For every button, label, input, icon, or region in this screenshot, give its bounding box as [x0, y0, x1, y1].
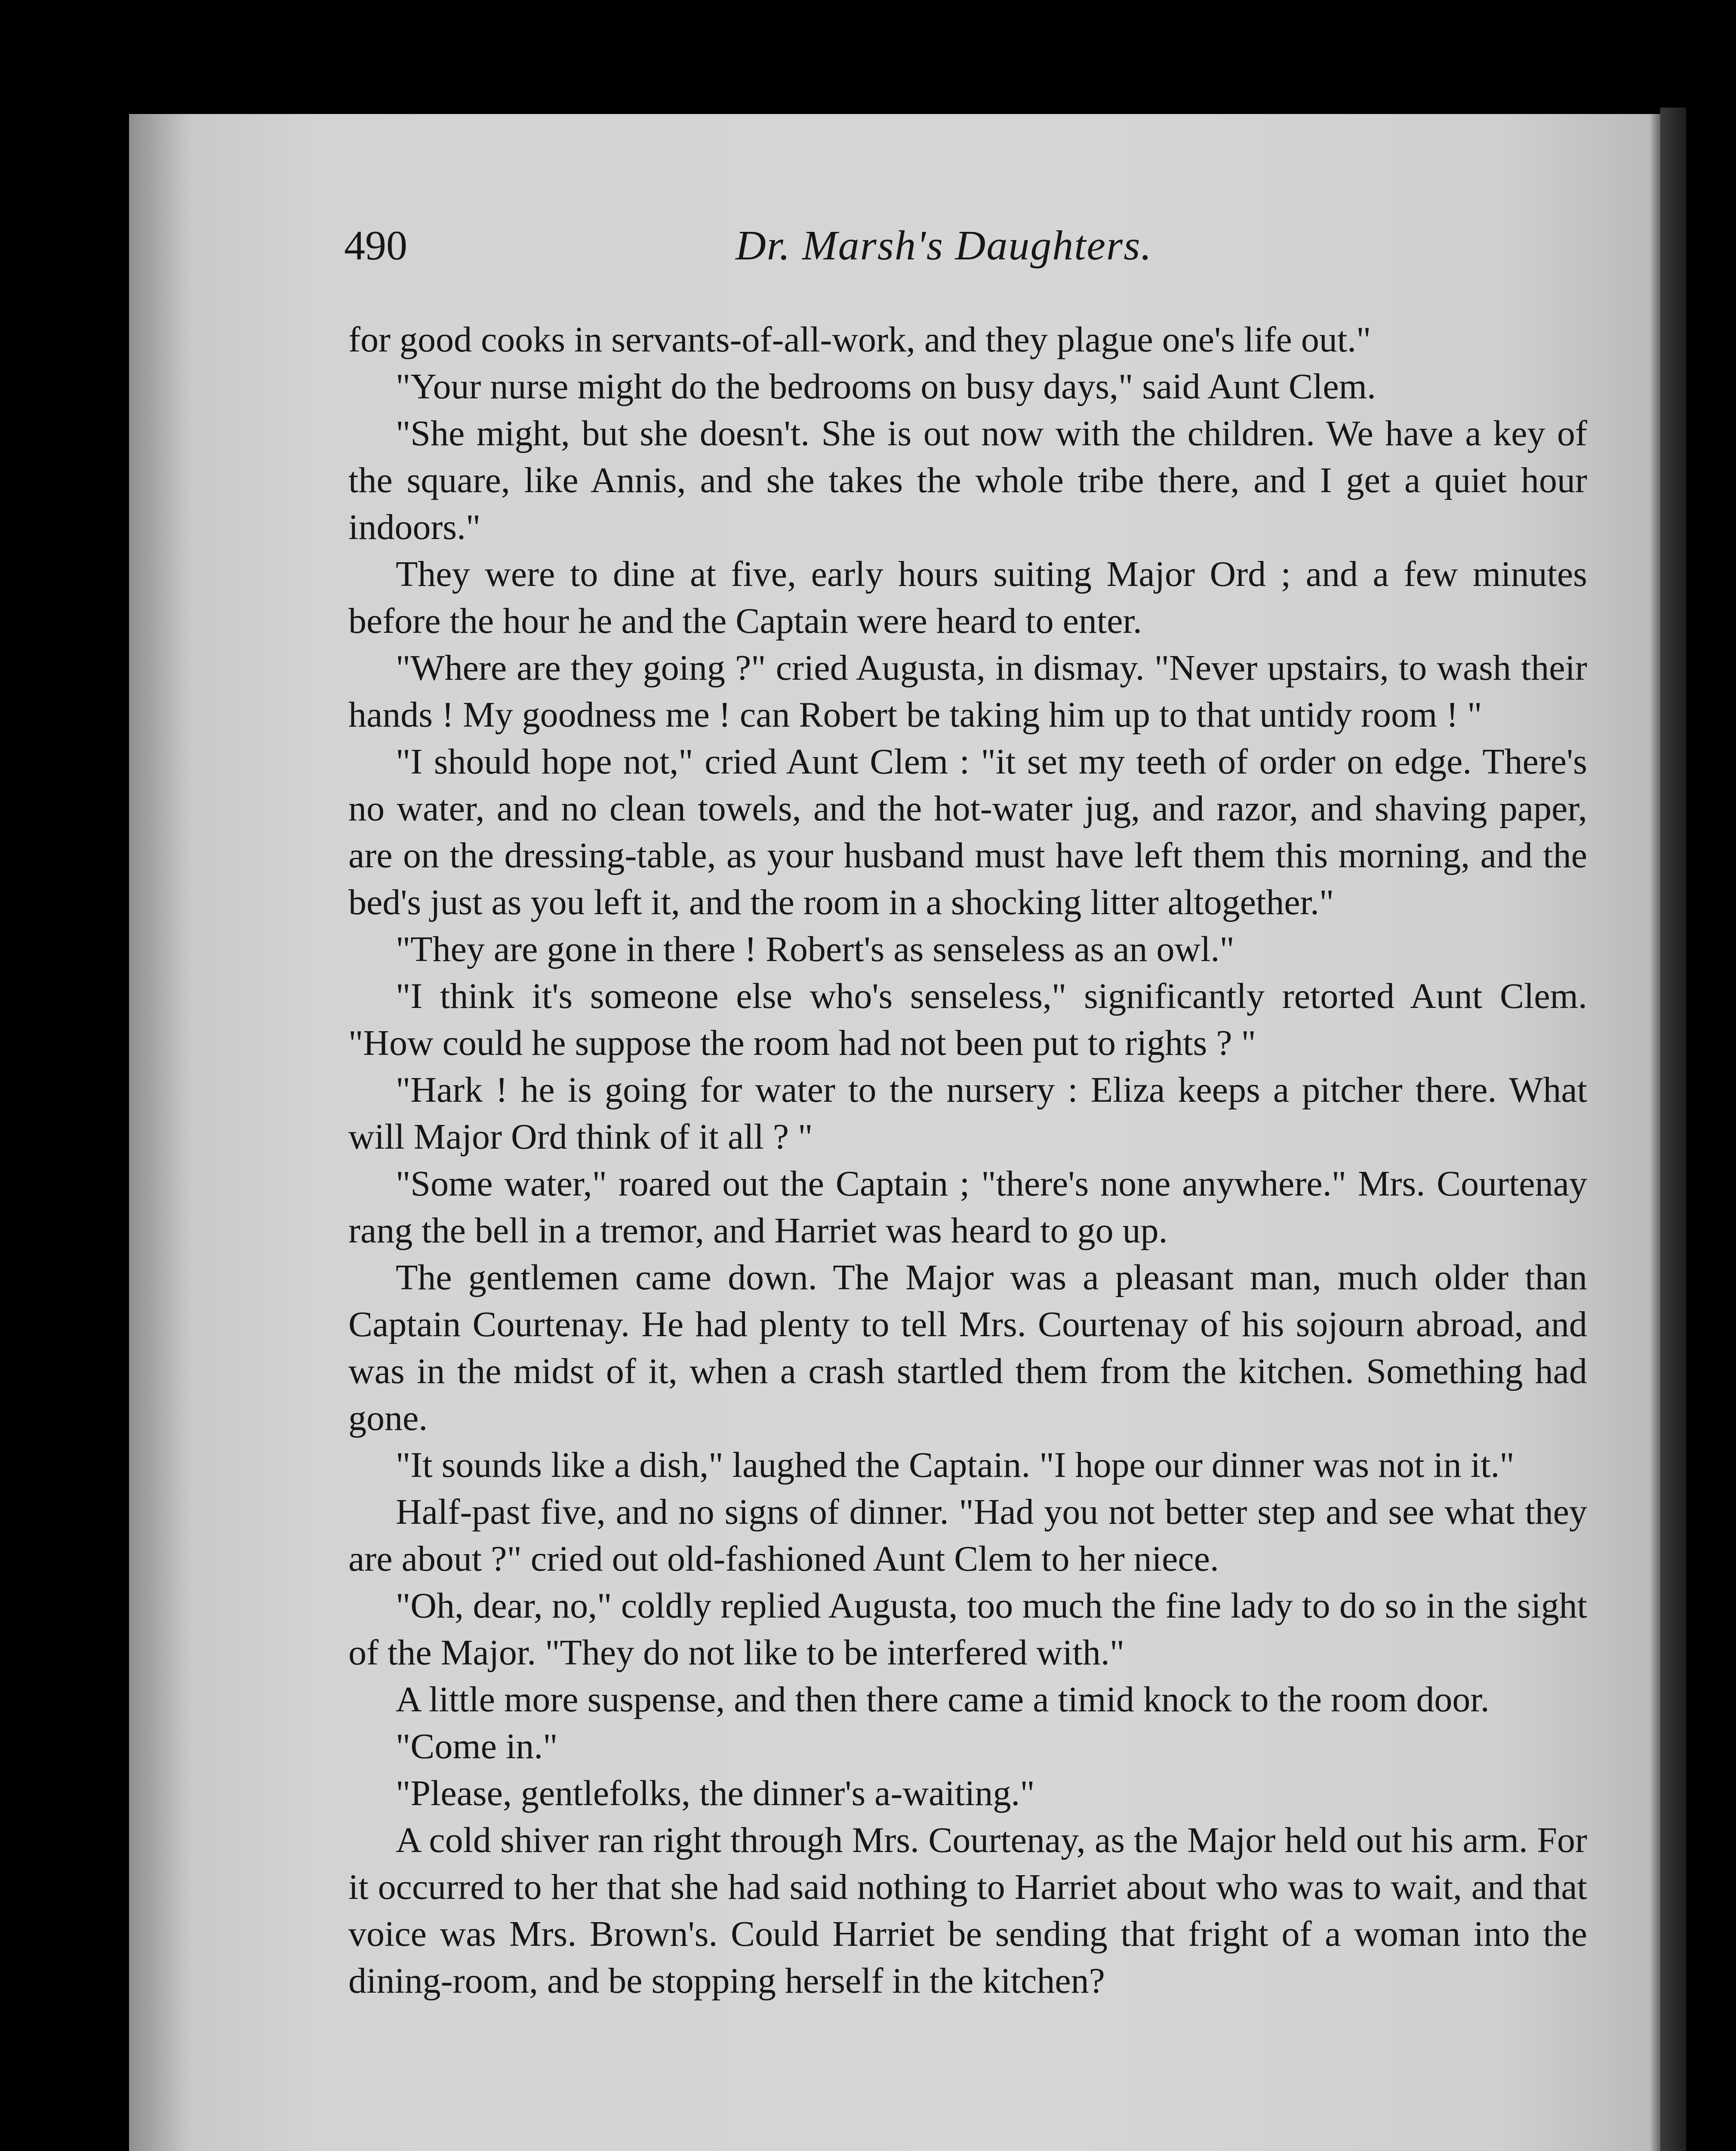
paragraph: "Hark ! he is going for water to the nursery : Eliza keeps a pitcher there. What will Major Ord think of it all ? " — [348, 1070, 1587, 1157]
paragraph: A little more suspense, and then there came a timid knock to the room door. — [396, 1680, 1490, 1720]
paragraph: for good cooks in servants-of-all-work, and they plague one's life out." — [348, 320, 1371, 360]
spine-shadow — [1650, 108, 1660, 2151]
page-header — [344, 222, 1591, 282]
paragraph: "She might, but she doesn't. She is out now with the children. We have a key of the square, like Annis, and she takes the whole tribe there, and I get a quiet hour indoors." — [348, 413, 1587, 547]
paragraph: "They are gone in there ! Robert's as senseless as an owl." — [396, 929, 1234, 969]
paragraph: They were to dine at five, early hours suiting Major Ord ; and a few minutes before the hour he and the Captain were heard to enter. — [348, 554, 1587, 641]
running-title: Dr. Marsh's Daughters. — [736, 222, 1152, 269]
paragraph: "Come in." — [396, 1726, 558, 1766]
page-number: 490 — [344, 222, 407, 269]
paragraph: "Some water," roared out the Captain ; "there's none anywhere." Mrs. Courtenay rang the bell in a tremor, and Harriet was heard to go up. — [348, 1164, 1587, 1251]
book-spine — [1660, 108, 1686, 2151]
paragraph: A cold shiver ran right through Mrs. Courtenay, as the Major held out his arm. For it occurred to her that she had said nothing to Harriet about who was to wait, and that voice was Mrs. Brown's. Could Harriet be sending that fright of a woman into the dining-room, and be stopping herself in the kitchen? — [348, 1820, 1587, 2001]
paragraph: "Oh, dear, no," coldly replied Augusta, too much the fine lady to do so in the sight of the Major. "They do not like to be interfered with." — [348, 1586, 1587, 1673]
paragraph: "It sounds like a dish," laughed the Captain. "I hope our dinner was not in it." — [396, 1445, 1514, 1485]
paragraph: "Where are they going ?" cried Augusta, in dismay. "Never upstairs, to wash their hands ! My goodness me ! can Robert be taking him up to that untidy room ! " — [348, 648, 1587, 735]
paragraph: The gentlemen came down. The Major was a pleasant man, much older than Captain Courtenay. He had plenty to tell Mrs. Courtenay of his sojourn abroad, and was in the midst of it, when a crash startled them from the kitchen. Something had gone. — [348, 1257, 1587, 1438]
paragraph: Half-past five, and no signs of dinner. "Had you not better step and see what they are about ?" cried out old-fashioned Aunt Clem to her niece. — [348, 1492, 1587, 1579]
paragraph: "I think it's someone else who's senseless," significantly retorted Aunt Clem. "How could he suppose the room had not been put to rights ? " — [348, 976, 1587, 1063]
paragraph: "Please, gentlefolks, the dinner's a-waiting." — [396, 1773, 1035, 1813]
body-text — [348, 316, 1587, 2004]
paragraph: "I should hope not," cried Aunt Clem : "it set my teeth of order on edge. There's no water, and no clean towels, and the hot-water jug, and razor, and shaving paper, are on the dressing-table, as your husband must have left them this morning, and the bed's just as you left it, and the room in a shocking litter altogether." — [348, 742, 1587, 922]
paragraph: "Your nurse might do the bedrooms on busy days," said Aunt Clem. — [396, 367, 1376, 407]
